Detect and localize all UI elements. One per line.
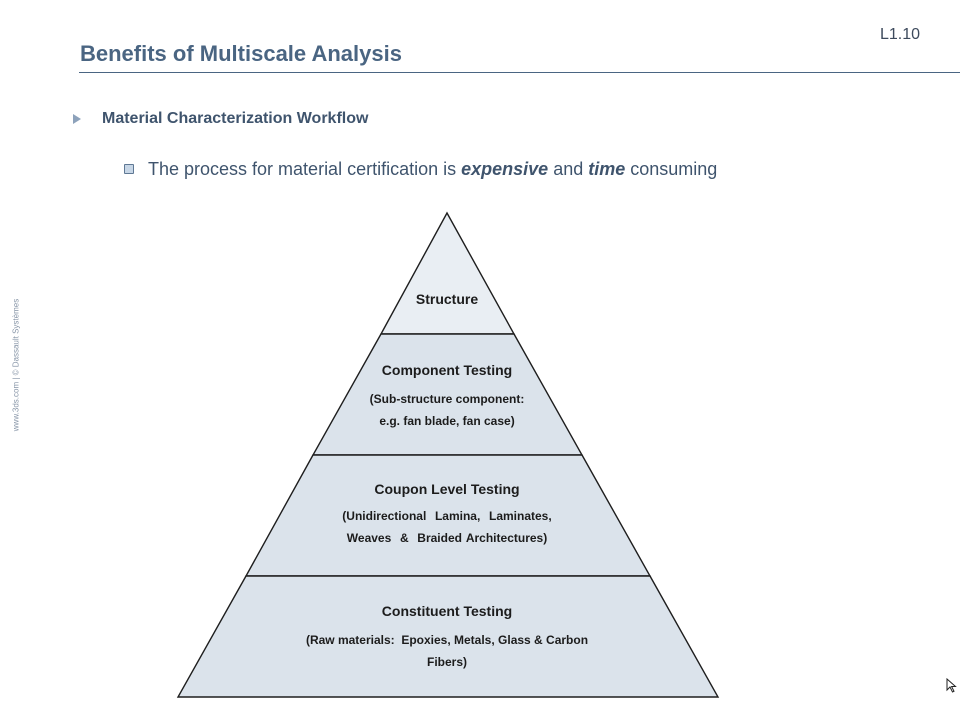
copyright-text: www.3ds.com | © Dassault Systèmes [11,298,21,432]
tier-desc-component [237,388,657,432]
bullet-text-middle: and [548,159,589,179]
tier-desc-line: e.g. fan blade, fan case) [379,414,515,428]
slide-number: L1.10 [880,26,921,43]
tier-desc-line: (Sub-structure component: [369,392,525,406]
mouse-cursor-icon [946,678,958,694]
bullet-heading: Material Characterization Workflow [102,110,369,127]
tier-label-component: Component Testing [381,362,513,378]
tier-desc-coupon [237,505,657,549]
bullet-text-suffix: consuming [625,159,718,179]
tier-label-coupon: Coupon Level Testing [374,481,520,497]
tier-desc-line: (Raw materials: Epoxies, Metals, Glass & Carbon [305,633,589,647]
tier-desc-line: Weaves & Braided Architectures) [346,531,548,545]
page-title: Benefits of Multiscale Analysis [80,41,402,66]
tier-label-structure: Structure [415,291,479,307]
tier-desc-constituent [237,629,657,673]
pyramid-tier-structure-shape [381,213,514,334]
tier-label-constituent: Constituent Testing [381,603,513,619]
tier-desc-line: (Unidirectional Lamina, Laminates, [342,509,552,523]
tier-desc-line: Fibers) [426,655,467,669]
bullet-emphasis-expensive: expensive [461,159,549,179]
bullet-emphasis-time: time [588,159,626,179]
bullet-text-prefix: The process for material certification is [148,159,462,179]
